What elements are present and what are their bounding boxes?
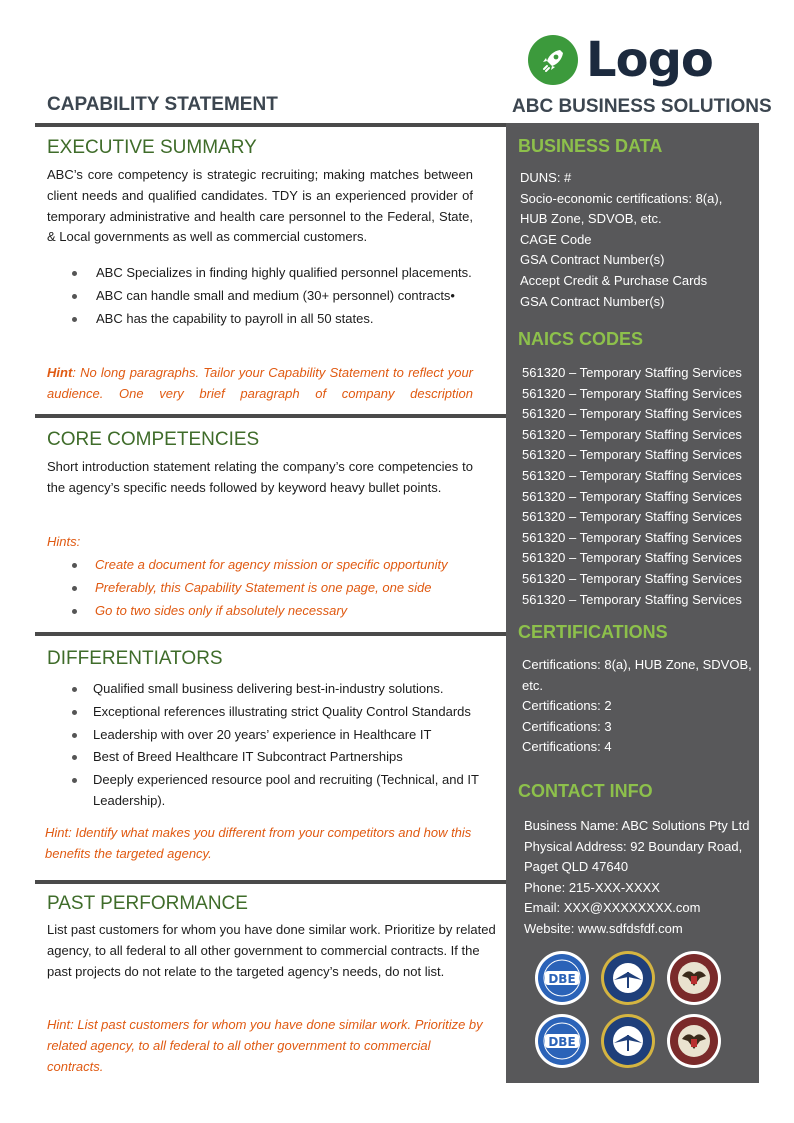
past-performance-heading: PAST PERFORMANCE — [47, 893, 248, 914]
core-competencies-text: Short introduction statement relating the company’s core competencies to the agency’s specific needs followed by keyword heavy bullet points. — [47, 459, 473, 495]
naics-line: 561320 – Temporary Staffing Services — [522, 509, 742, 525]
logo — [528, 34, 758, 86]
certification-line: etc. — [522, 677, 543, 693]
contact-website: Website: www.sdfdsfdf.com — [524, 920, 683, 936]
divider — [35, 632, 506, 636]
naics-line: 561320 – Temporary Staffing Services — [522, 365, 742, 380]
core-competencies-heading: CORE COMPETENCIES — [47, 429, 260, 450]
dbe-seal-icon — [534, 1013, 590, 1074]
business-data-heading: BUSINESS DATA — [518, 136, 663, 156]
divider — [35, 414, 506, 418]
contact-address: Physical Address: 92 Boundary Road, — [524, 838, 743, 854]
list-item: ABC can handle small and medium (30+ personnel) contracts• — [47, 286, 473, 307]
va-seal-icon — [666, 950, 722, 1011]
sidebar — [506, 123, 759, 1083]
contact-phone: Phone: 215-XXX-XXXX — [524, 879, 660, 895]
core-competencies-hints-label: Hints: — [47, 534, 81, 549]
faa-seal-icon — [600, 1013, 656, 1074]
naics-line: 561320 – Temporary Staffing Services — [522, 529, 742, 545]
naics-line: 561320 – Temporary Staffing Services — [522, 385, 742, 401]
contact-heading: CONTACT INFO — [518, 781, 653, 801]
contact-business-name: Business Name: ABC Solutions Pty Ltd — [524, 818, 750, 833]
contact-email: Email: XXX@XXXXXXXX.com — [524, 900, 701, 916]
certification-line: Certifications: 4 — [522, 739, 612, 755]
business-data-line: DUNS: # — [520, 170, 572, 185]
company-name: ABC BUSINESS SOLUTIONS — [512, 96, 772, 117]
naics-list — [522, 363, 742, 610]
contact-list — [524, 816, 749, 940]
naics-heading: NAICS CODES — [518, 329, 644, 349]
certifications-heading: CERTIFICATIONS — [518, 622, 668, 642]
naics-line: 561320 – Temporary Staffing Services — [522, 488, 742, 504]
business-data-line: CAGE Code — [520, 231, 592, 247]
list-item: Create a document for agency mission or specific opportunity — [47, 555, 473, 576]
certification-line: Certifications: 8(a), HUB Zone, SDVOB, — [522, 657, 752, 672]
naics-line: 561320 – Temporary Staffing Services — [522, 570, 742, 586]
divider — [35, 123, 506, 127]
list-item: Leadership with over 20 years’ experience in Healthcare IT — [47, 725, 497, 746]
list-item: Go to two sides only if absolutely necessary — [47, 601, 473, 622]
dbe-seal-text: DBE — [548, 1035, 576, 1049]
business-data-line: Socio-economic certifications: 8(a), — [520, 190, 723, 206]
core-competencies-hints — [47, 555, 473, 621]
naics-line: 561320 – Temporary Staffing Services — [522, 591, 742, 607]
differentiators-bullets — [47, 679, 497, 812]
list-item: Deeply experienced resource pool and recruiting (Technical, and IT Leadership). — [47, 770, 497, 812]
executive-summary-text: ABC’s core competency is strategic recruiting; making matches between client needs and qualified candidates. TDY is an experienced provider of temporary administrative and health care personnel to the Federal, State, & Local governments as well as commercial customers. — [47, 167, 473, 245]
executive-summary-hint: Hint: No long paragraphs. Tailor your Capability Statement to reflect your audience. One very brief paragraph of company description — [47, 365, 473, 401]
business-data-line: HUB Zone, SDVOB, etc. — [520, 211, 662, 227]
list-item: ABC has the capability to payroll in all 50 states. — [47, 309, 473, 330]
page-title: CAPABILITY STATEMENT — [47, 94, 278, 115]
executive-summary-bullets — [47, 263, 473, 329]
naics-line: 561320 – Temporary Staffing Services — [522, 467, 742, 483]
rocket-icon — [528, 35, 578, 85]
naics-line: 561320 – Temporary Staffing Services — [522, 447, 742, 463]
list-item: ABC Specializes in finding highly qualified personnel placements. — [47, 263, 473, 284]
certifications-list — [522, 655, 752, 758]
naics-line: 561320 – Temporary Staffing Services — [522, 550, 742, 566]
list-item: Exceptional references illustrating strict Quality Control Standards — [47, 702, 497, 723]
business-data-line: GSA Contract Number(s) — [520, 252, 665, 268]
certification-line: Certifications: 3 — [522, 718, 612, 734]
business-data-line: GSA Contract Number(s) — [520, 293, 665, 309]
contact-address-line2: Paget QLD 47640 — [524, 859, 629, 875]
list-item: Best of Breed Healthcare IT Subcontract Partnerships — [47, 747, 497, 768]
list-item: Preferably, this Capability Statement is one page, one side — [47, 578, 473, 599]
business-data-line: Accept Credit & Purchase Cards — [520, 272, 708, 288]
va-seal-icon — [666, 1013, 722, 1074]
faa-seal-icon — [600, 950, 656, 1011]
executive-summary-heading: EXECUTIVE SUMMARY — [47, 137, 257, 158]
logo-text: Logo — [586, 32, 713, 88]
naics-line: 561320 – Temporary Staffing Services — [522, 426, 742, 442]
certification-line: Certifications: 2 — [522, 698, 612, 714]
differentiators-hint: Hint: Identify what makes you different from your competitors and how this benefits the targeted agency. — [45, 825, 472, 861]
list-item: Qualified small business delivering best-in-industry solutions. — [47, 679, 497, 700]
divider — [35, 880, 506, 884]
naics-line: 561320 – Temporary Staffing Services — [522, 406, 742, 422]
past-performance-text: List past customers for whom you have done similar work. Prioritize by related agency, to all federal to all other government to commercial contracts. If the past projects do not relate to the targeted agency’s needs, do not list. — [47, 922, 496, 979]
dbe-seal-text: DBE — [548, 972, 576, 986]
dbe-seal-icon — [534, 950, 590, 1011]
differentiators-heading: DIFFERENTIATORS — [47, 648, 223, 669]
business-data-list — [520, 168, 722, 312]
past-performance-hint: Hint: List past customers for whom you have done similar work. Prioritize by related agency, to all federal to all other government to commercial contracts. — [47, 1017, 483, 1074]
